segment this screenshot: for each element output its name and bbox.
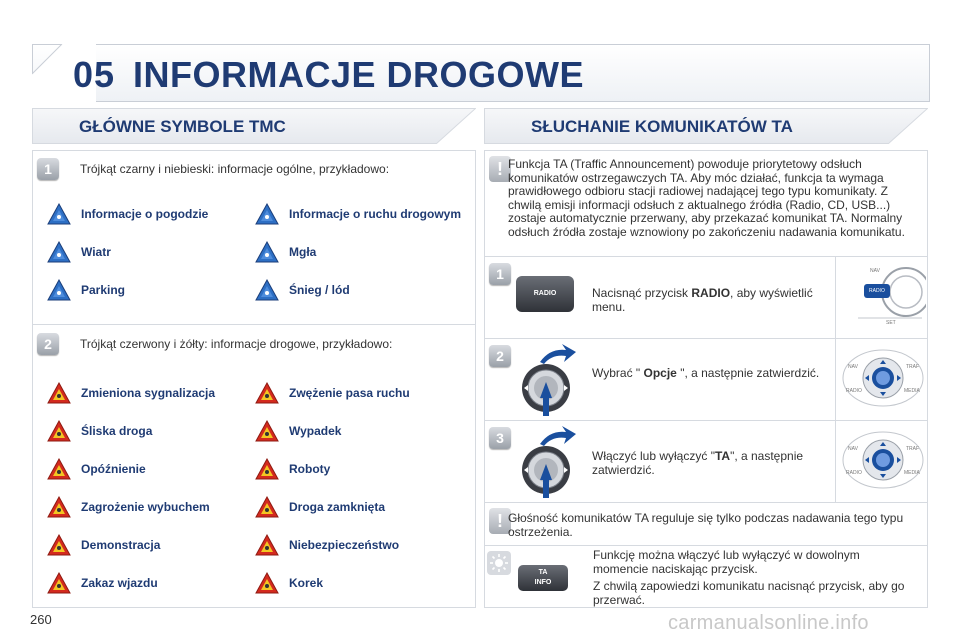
red-symbol-item (47, 534, 257, 558)
blue-symbol-label: Wiatr (81, 245, 111, 259)
red-symbol-label: Opóźnienie (81, 462, 146, 476)
red-symbol-item (255, 534, 465, 558)
ta-step3-post: ", a następnie zatwierdzić. (592, 449, 804, 477)
ta-step-badge-2: 2 (489, 345, 511, 367)
right-section-title-text: SŁUCHANIE KOMUNIKATÓW TA (531, 117, 793, 136)
blue-symbol-item (47, 241, 257, 265)
traffic-light-icon (47, 382, 71, 404)
panel2-label-radio: RADIO (846, 388, 862, 394)
left-section-title (32, 108, 476, 144)
red-symbol-label: Roboty (289, 462, 331, 476)
ta-intro-text: Funkcja TA (Traffic Announcement) powoduje priorytetowy odsłuch komunikatów ostrzegawczych TA. Aby móc działać, funkcja ta wymaga prawidłowego odbioru stacji radiowej nadającej tego typu komunikaty. Z chwilą emisji informacji odsłuch z aktualnego źródła (Radio, CD, USB...) zostaje automatycznie przerwany, aby przekazać komunikat TA. Normalny odsłuch źródła zostaje wznowiony po zakończeniu nadawania komunikatu. (508, 157, 905, 239)
panel3-label-radio: RADIO (846, 470, 862, 476)
ta-info-line2: INFO (534, 579, 552, 586)
right-row-separator (484, 256, 928, 257)
road-closed-icon (255, 496, 279, 518)
step-badge-2: 2 (37, 333, 59, 355)
image-column-separator (835, 256, 836, 502)
ta-step1-text (592, 287, 828, 314)
left-row-separator (32, 324, 476, 325)
warning-icon: ! (489, 156, 511, 182)
fog-icon (255, 241, 279, 263)
title-corner-cut (888, 108, 928, 144)
demonstration-icon (47, 534, 71, 556)
panel3-label-nav: NAV (848, 446, 858, 452)
right-row-separator (484, 545, 928, 546)
ta-interrupt-text: Z chwilą zapowiedzi komunikatu nacisnąć przycisk, aby go przerwać. (593, 579, 905, 607)
blue-symbol-item (47, 279, 257, 303)
traffic-jam-icon (255, 572, 279, 594)
ta-step3-bold: TA (714, 449, 731, 463)
red-symbol-label: Wypadek (289, 424, 342, 438)
right-row-separator (484, 502, 928, 503)
panel-label-radio: RADIO (869, 288, 885, 294)
red-symbol-item (47, 420, 257, 444)
control-panel-image-1 (840, 262, 926, 326)
red-symbol-item (255, 496, 465, 520)
red-symbol-label: Zakaz wjazdu (81, 576, 158, 590)
red-symbol-item (255, 458, 465, 482)
blue-symbol-item (47, 203, 257, 227)
red-symbol-label: Droga zamknięta (289, 500, 386, 514)
ta-step1-post: , aby wyświetlić menu. (592, 286, 813, 314)
blue-symbol-label: Informacje o pogodzie (81, 207, 209, 221)
control-panel-image-2 (840, 344, 926, 414)
ta-toggle-text: Funkcję można włączyć lub wyłączyć w dowolnym momencie naciskając przycisk. (593, 548, 860, 576)
red-symbol-label: Niebezpieczeństwo (289, 538, 400, 552)
navigation-panel-illustration (840, 426, 926, 496)
panel-label-nav: NAV (870, 268, 880, 274)
red-symbol-label: Zwężenie pasa ruchu (289, 386, 410, 400)
blue-symbol-label: Informacje o ruchu drogowym (289, 207, 462, 221)
radio-panel-illustration (840, 262, 926, 326)
red-symbol-label: Korek (289, 576, 324, 590)
title-corner-cut (436, 108, 476, 144)
red-symbol-label: Zagrożenie wybuchem (81, 500, 210, 514)
right-row-separator (484, 338, 928, 339)
panel2-label-traf: TRAF (906, 364, 920, 370)
snowflake-icon (255, 279, 279, 301)
panel-label-set: SET (886, 320, 896, 326)
ta-step1-pre: Nacisnąć przycisk (592, 286, 692, 300)
sun-light-icon (487, 551, 511, 575)
red-symbol-label: Demonstracja (81, 538, 161, 552)
page-number: 260 (30, 612, 52, 627)
delay-icon (47, 458, 71, 480)
wind-icon (47, 241, 71, 263)
rotary-knob-icon (510, 424, 580, 500)
explosion-icon (47, 496, 71, 518)
panel3-label-media: MEDIA (904, 470, 920, 476)
ta-step3-pre: Włączyć lub wyłączyć " (592, 449, 715, 463)
ta-step-badge-3: 3 (489, 427, 511, 449)
slippery-road-icon (47, 420, 71, 442)
ta-step2-bold: Opcje (643, 366, 677, 380)
panel3-label-traf: TRAF (906, 446, 920, 452)
chapter-number: 05 (73, 54, 116, 95)
panel2-label-nav: NAV (848, 364, 858, 370)
blue-symbol-item (255, 241, 465, 265)
control-panel-image-3 (840, 426, 926, 496)
danger-icon (255, 534, 279, 556)
blue-symbol-label: Mgła (289, 245, 317, 259)
blue-symbol-label: Parking (81, 283, 126, 297)
red-symbol-item (47, 572, 257, 596)
step2-text: Trójkąt czerwony i żółty: informacje drogowe, przykładowo: (80, 337, 393, 351)
ta-volume-note: Głośność komunikatów TA reguluje się tylko podczas nadawania tego typu ostrzeżenia. (508, 511, 904, 539)
ta-info-line1: TA (538, 569, 548, 576)
red-symbol-label: Zmieniona sygnalizacja (81, 386, 216, 400)
red-symbol-item (47, 496, 257, 520)
step-badge-1: 1 (37, 158, 59, 180)
blue-symbol-item (255, 279, 465, 303)
red-symbol-item (255, 572, 465, 596)
info-icon (255, 203, 279, 225)
left-section-title-text: GŁÓWNE SYMBOLE TMC (79, 117, 286, 136)
navigation-panel-illustration (840, 344, 926, 414)
red-symbol-item (255, 382, 465, 406)
step1-text: Trójkąt czarny i niebieski: informacje ogólne, przykładowo: (80, 162, 390, 176)
ta-step2-pre: Wybrać " (592, 366, 644, 380)
red-symbol-label: Śliska droga (81, 424, 153, 438)
no-entry-icon (47, 572, 71, 594)
weather-icon (47, 203, 71, 225)
red-symbol-item (47, 458, 257, 482)
blue-symbol-item (255, 203, 465, 227)
rotary-knob-icon (510, 342, 580, 418)
lane-narrowing-icon (255, 382, 279, 404)
red-symbol-item (255, 420, 465, 444)
page-title: INFORMACJE DROGOWE (133, 54, 585, 95)
radio-button-image: RADIO (516, 276, 574, 312)
ta-step2-post: ", a następnie zatwierdzić. (676, 366, 820, 380)
ta-step3-text (592, 450, 828, 477)
warning-icon: ! (489, 508, 511, 534)
ta-info-button-image (518, 565, 568, 591)
parking-icon (47, 279, 71, 301)
right-section-title (484, 108, 928, 144)
ta-step2-text (592, 367, 828, 381)
ta-step-badge-1: 1 (489, 263, 511, 285)
blue-symbol-label: Śnieg / lód (289, 283, 350, 297)
ta-step1-bold: RADIO (691, 286, 731, 300)
right-row-separator (484, 420, 928, 421)
watermark: carmanualsonline.info (668, 612, 869, 634)
red-symbol-item (47, 382, 257, 406)
panel2-label-media: MEDIA (904, 388, 920, 394)
accident-icon (255, 420, 279, 442)
roadworks-icon (255, 458, 279, 480)
